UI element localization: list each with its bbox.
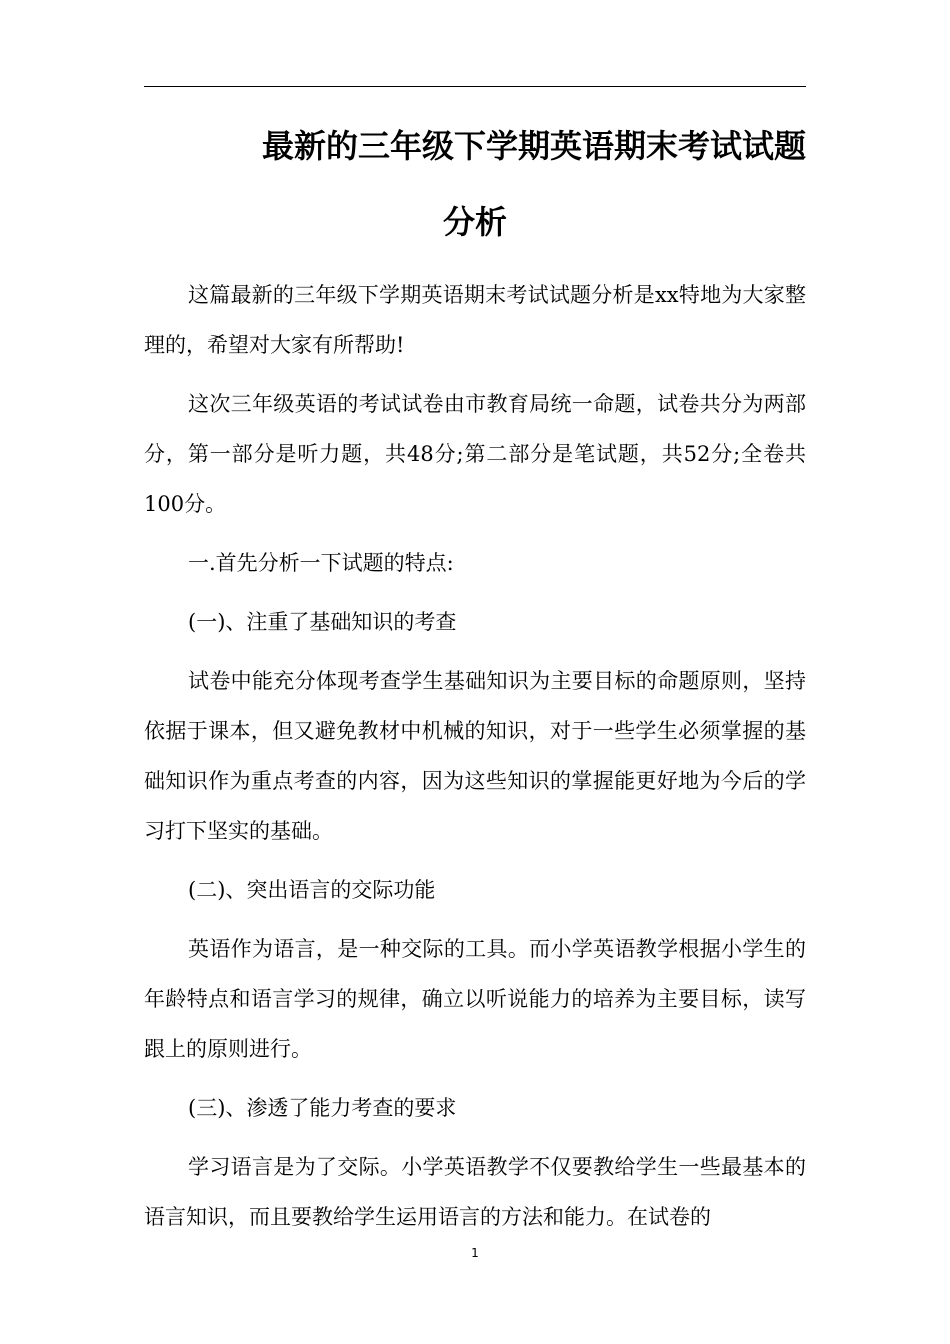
paragraph-basics: 试卷中能充分体现考查学生基础知识为主要目标的命题原则，坚持依据于课本，但又避免教材中机械的知识，对于一些学生必须掌握的基础知识作为重点考查的内容，因为这些知识的掌握能更好地为今后的学习打下坚实的基础。 <box>144 669 806 843</box>
intro-paragraph: 这篇最新的三年级下学期英语期末考试试题分析是xx特地为大家整理的，希望对大家有所帮助! <box>144 283 806 357</box>
document-title: 最新的三年级下学期英语期末考试试题 <box>261 127 806 165</box>
subheading-1: (一)、注重了基础知识的考查 <box>188 610 457 634</box>
subheading-3: (三)、渗透了能力考查的要求 <box>188 1096 457 1120</box>
page-number: 1 <box>471 1246 479 1260</box>
document-title-continued: 分析 <box>442 203 507 241</box>
section-heading: 一.首先分析一下试题的特点: <box>188 551 454 575</box>
exam-overview-paragraph: 这次三年级英语的考试试卷由市教育局统一命题，试卷共分为两部分，第一部分是听力题，共48分;第二部分是笔试题，共52分;全卷共100分。 <box>144 392 806 516</box>
paragraph-ability: 学习语言是为了交际。小学英语教学不仅要教给学生一些最基本的语言知识，而且要教给学生运用语言的方法和能力。在试卷的 <box>144 1155 806 1229</box>
subheading-2: (二)、突出语言的交际功能 <box>188 878 436 902</box>
document-body <box>144 270 806 1251</box>
paragraph-communication: 英语作为语言，是一种交际的工具。而小学英语教学根据小学生的年龄特点和语言学习的规律，确立以听说能力的培养为主要目标，读写跟上的原则进行。 <box>144 937 806 1061</box>
header-rule <box>144 86 806 87</box>
